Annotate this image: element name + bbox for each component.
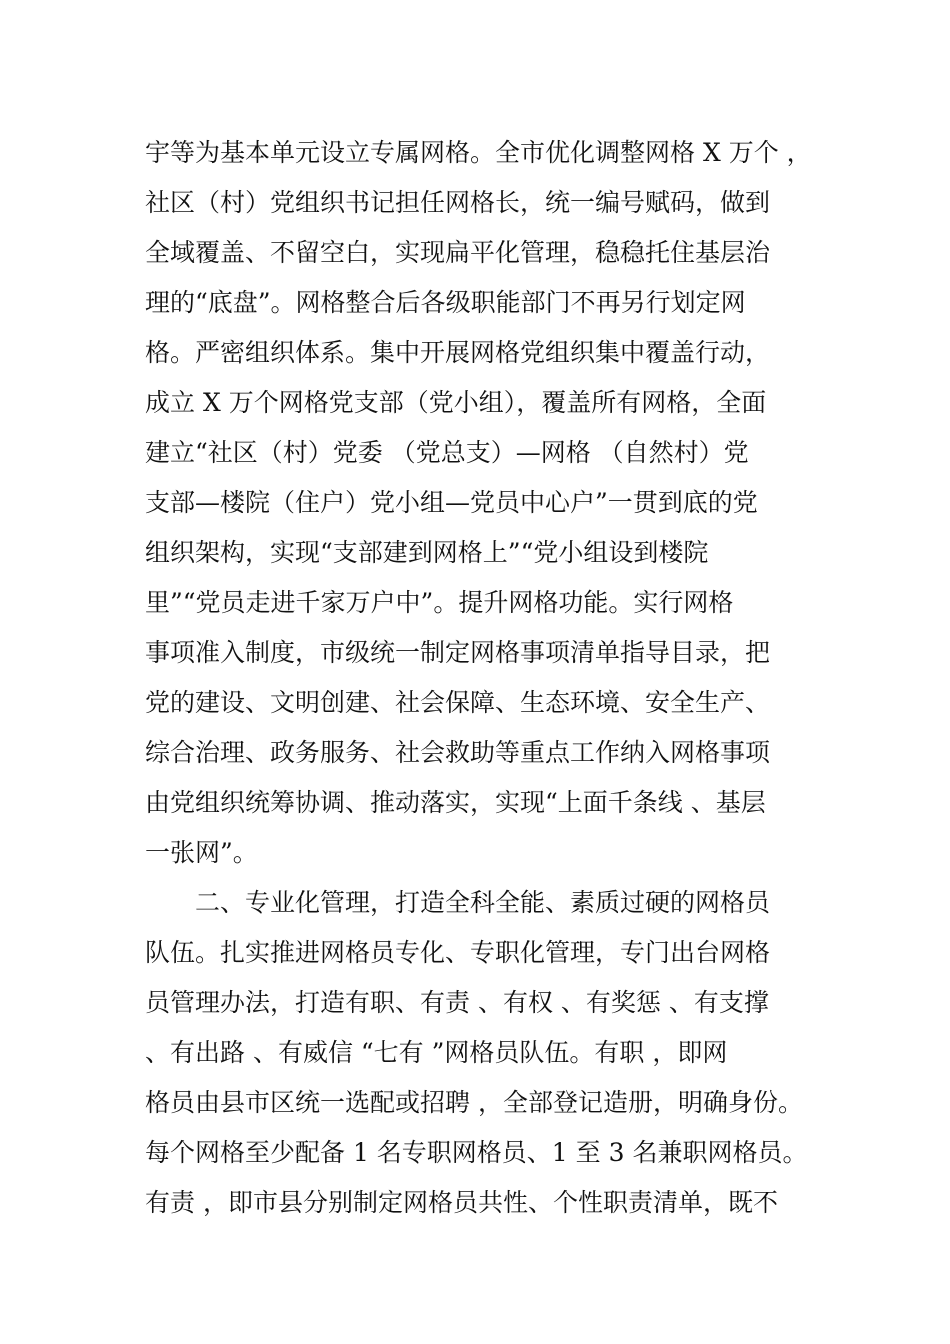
text-line: 组织架构，实现“支部建到网格上”“党小组设到楼院 xyxy=(145,538,709,567)
text-line: 里”“党员走进千家万户中”。提升网格功能。实行网格 xyxy=(145,588,734,617)
paragraph-2 xyxy=(145,878,835,1228)
text-line: 全域覆盖、不留空白，实现扁平化管理，稳稳托住基层治 xyxy=(145,238,771,267)
text-line: 二、专业化管理，打造全科全能、素质过硬的网格员 xyxy=(195,888,771,917)
text-line: 有责 ，即市县分别制定网格员共性、个性职责清单，既不 xyxy=(145,1188,778,1217)
text-line: 格。严密组织体系。集中开展网格党组织集中覆盖行动， xyxy=(145,338,771,367)
paragraph-1 xyxy=(145,128,835,878)
text-line: 员管理办法，打造有职、有责 、有权 、有奖惩 、有支撑 xyxy=(145,988,769,1017)
text-line: 格员由县市区统一选配或招聘 ，全部登记造册，明确身份。 xyxy=(145,1088,803,1117)
text-line: 理的“底盘”。网格整合后各级职能部门不再另行划定网 xyxy=(145,288,746,317)
text-line: 党的建设、文明创建、社会保障、生态环境、安全生产、 xyxy=(145,688,771,717)
text-line: 支部—楼院（住户）党小组—党员中心户”一贯到底的党 xyxy=(145,488,758,517)
text-line: 每个网格至少配备 1 名专职网格员、1 至 3 名兼职网格员。 xyxy=(145,1138,808,1167)
text-line: 建立“社区（村）党委 （党总支）—网格 （自然村）党 xyxy=(145,438,749,467)
text-line: 由党组织统筹协调、推动落实，实现“上面千条线 、基层 xyxy=(145,788,766,817)
text-line: 综合治理、政务服务、社会救助等重点工作纳入网格事项 xyxy=(145,738,771,767)
text-line: 成立 X 万个网格党支部（党小组），覆盖所有网格，全面 xyxy=(145,388,767,417)
text-line: 社区（村）党组织书记担任网格长，统一编号赋码，做到 xyxy=(145,188,771,217)
text-line: 宇等为基本单元设立专属网格。全市优化调整网格 X 万个 ， xyxy=(145,138,812,167)
document-body xyxy=(145,128,835,1228)
text-line: 事项准入制度，市级统一制定网格事项清单指导目录，把 xyxy=(145,638,771,667)
text-line: 、有出路 、有威信 “七有 ”网格员队伍。有职 ，即网 xyxy=(145,1038,728,1067)
text-line: 队伍。扎实推进网格员专化、专职化管理，专门出台网格 xyxy=(145,938,771,967)
text-line: 一张网”。 xyxy=(145,838,258,867)
